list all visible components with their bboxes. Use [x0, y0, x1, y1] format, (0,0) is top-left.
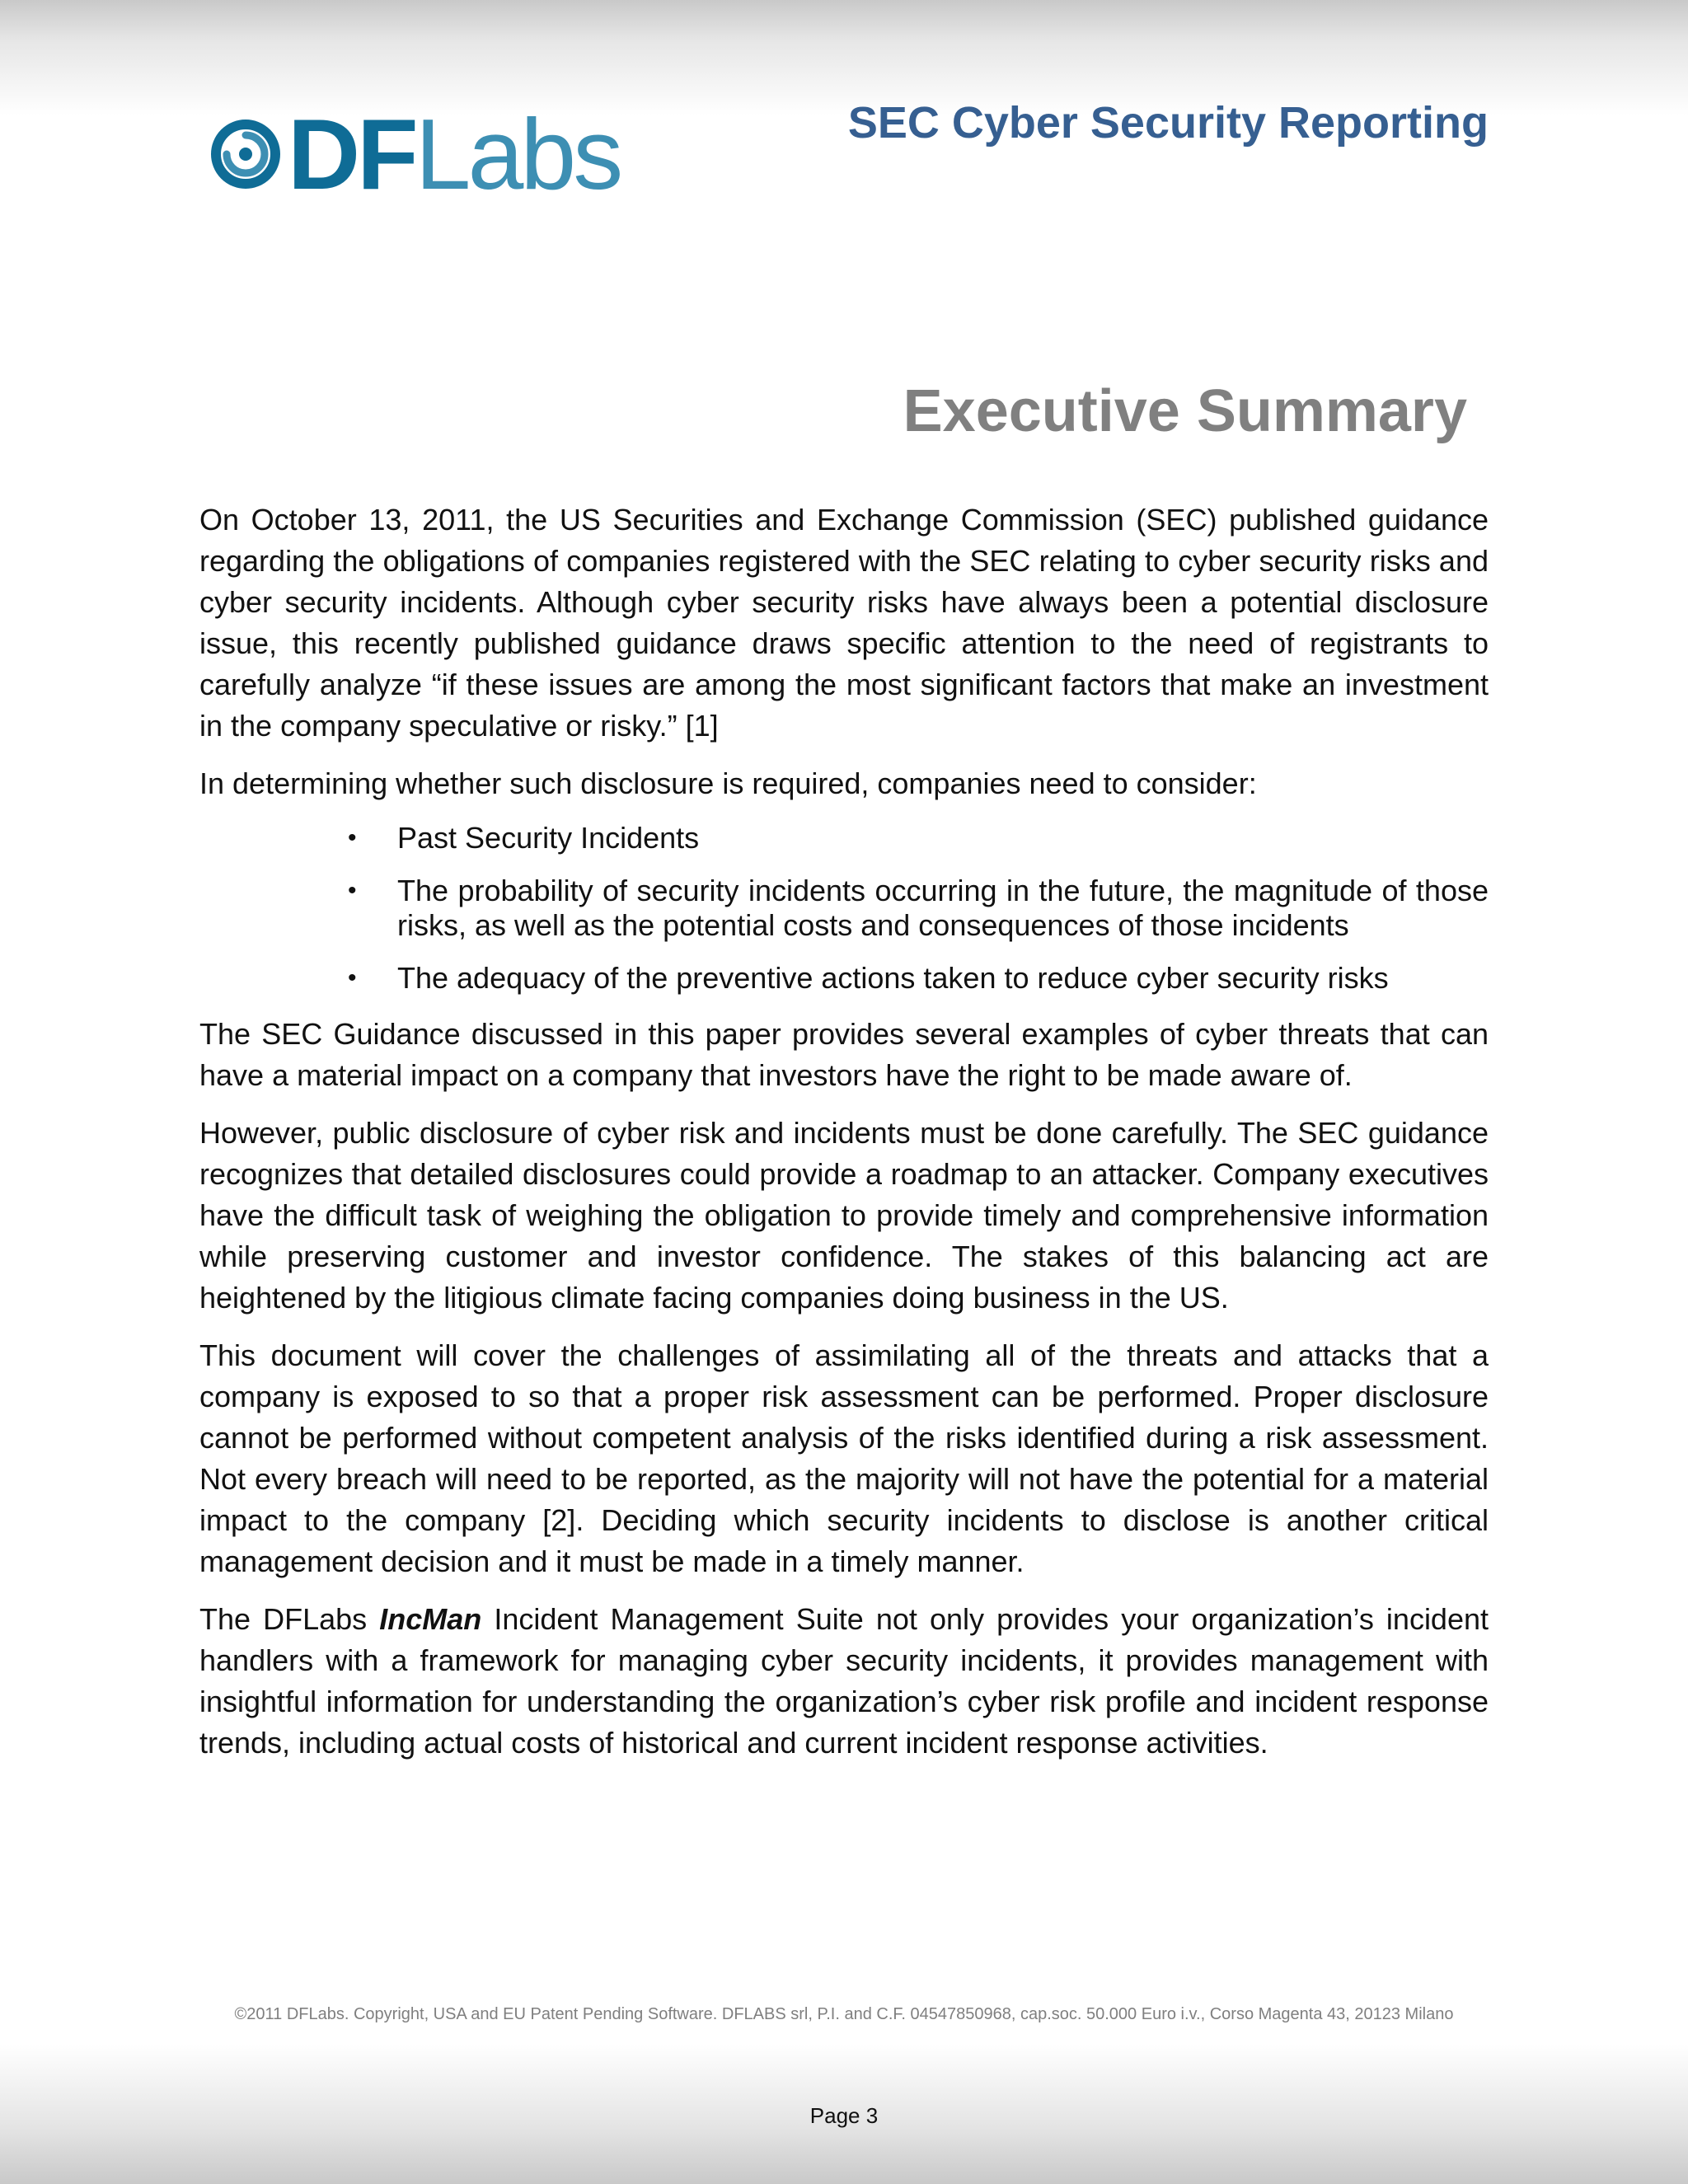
list-item-text: Past Security Incidents [397, 821, 700, 855]
incman-lead-text: The DFLabs [199, 1602, 380, 1636]
logo-text-light: Labs [415, 98, 621, 210]
list-item-text: The probability of security incidents occurring in the future, the magnitude of those risks, as well as the potential costs and consequences of those incidents [397, 874, 1489, 942]
incman-rest-text: Incident Management Suite not only provides your organization’s incident handlers with a framework for managing cyber security incidents, it provides management with insightful information for understanding the organization’s cyber risk profile and incident response trends, including actual costs of historical and current incident response activities. [199, 1602, 1489, 1760]
list-item [348, 821, 1489, 855]
dflabs-ring-icon [210, 119, 281, 190]
paragraph-document-scope: This document will cover the challenges of assimilating all of the threats and attacks that a company is exposed to so that a proper risk assessment can be performed. Proper disclosure cannot be performed without competent analysis of the risks identified during a risk assessment. Not every breach will need to be reported, as the majority will not have the potential for a material impact to the company [2]. Deciding which security incidents to disclose is another critical management decision and it must be made in a timely manner. [199, 1338, 1489, 1578]
document-header-title: SEC Cyber Security Reporting [847, 98, 1489, 148]
product-name-incman: IncMan [379, 1602, 482, 1636]
paragraph-incman [199, 1599, 1489, 1764]
footer-legal-notice: ©2011 DFLabs. Copyright, USA and EU Patent Pending Software. DFLABS srl, P.I. and C.F. 04547850968, cap.soc. 50.000 Euro i.v., Corso Magenta 43, 20123 Milano [234, 2005, 1454, 2023]
dflabs-logo [210, 98, 621, 210]
considerations-list [199, 821, 1489, 996]
bullet-icon: • [348, 824, 357, 851]
logo-wordmark [288, 98, 621, 210]
logo-text-bold: DF [288, 98, 415, 210]
list-item [348, 961, 1489, 996]
list-item-text: The adequacy of the preventive actions taken to reduce cyber security risks [397, 961, 1389, 995]
section-title: Executive Summary [903, 378, 1467, 444]
bullet-icon: • [348, 964, 357, 991]
paragraph-disclosure-caution: However, public disclosure of cyber risk and incidents must be done carefully. The SEC guidance recognizes that detailed disclosures could provide a roadmap to an attacker. Company executives have the difficult task of weighing the obligation to provide timely and comprehensive information while preserving customer and investor confidence. The stakes of this balancing act are heightened by the litigious climate facing companies doing business in the US. [199, 1116, 1489, 1315]
paragraph-intro: On October 13, 2011, the US Securities and Exchange Commission (SEC) published guidance regarding the obligations of companies registered with the SEC relating to cyber security risks and cyber security incidents. Although cyber security risks have always been a potential disclosure issue, this recently published guidance draws specific attention to the need of registrants to carefully analyze “if these issues are among the most significant factors that make an investment in the company speculative or risky.” [1] [199, 503, 1489, 743]
paragraph-sec-guidance: The SEC Guidance discussed in this paper provides several examples of cyber threats that can have a material impact on a company that investors have the right to be made aware of. [199, 1017, 1489, 1092]
page-number: Page 3 [809, 2103, 879, 2128]
paragraph-considerations-lead: In determining whether such disclosure is required, companies need to consider: [199, 766, 1257, 800]
list-item [348, 874, 1489, 943]
bullet-icon: • [348, 877, 357, 904]
document-body [199, 499, 1489, 1780]
